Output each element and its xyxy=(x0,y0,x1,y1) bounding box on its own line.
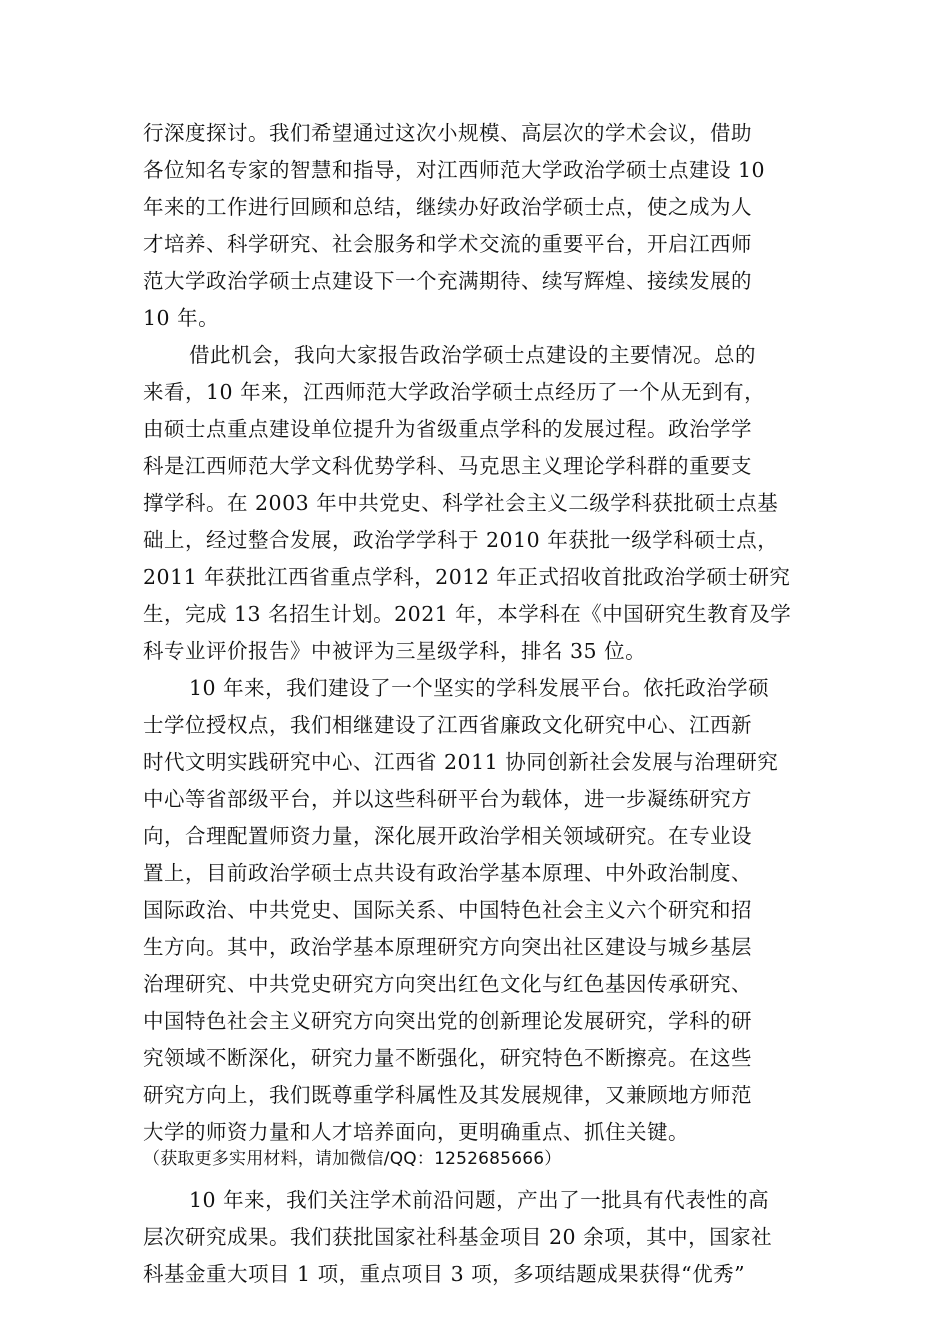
text-line: 中心等省部级平台，并以这些科研平台为载体，进一步凝练研究方 xyxy=(143,787,752,811)
text-line: 生，完成 13 名招生计划。2021 年，本学科在《中国研究生教育及学 xyxy=(143,602,792,626)
text-line: 国际政治、中共党史、国际关系、中国特色社会主义六个研究和招 xyxy=(143,898,752,922)
text-line: 生方向。其中，政治学基本原理研究方向突出社区建设与城乡基层 xyxy=(143,935,752,959)
text-line: 治理研究、中共党史研究方向突出红色文化与红色基因传承研究、 xyxy=(143,972,752,996)
text-line: 向，合理配置师资力量，深化展开政治学相关领域研究。在专业设 xyxy=(143,824,752,848)
text-line: 年来的工作进行回顾和总结，继续办好政治学硕士点，使之成为人 xyxy=(143,195,752,219)
text-line: 究领域不断深化，研究力量不断强化，研究特色不断擦亮。在这些 xyxy=(143,1046,752,1070)
text-line: 础上，经过整合发展，政治学学科于 2010 年获批一级学科硕士点， xyxy=(143,528,779,552)
paragraph-start: 10 年来，我们建设了一个坚实的学科发展平台。依托政治学硕 xyxy=(189,676,770,700)
contact-note: （获取更多实用材料，请加微信/QQ：1252685666） xyxy=(143,1149,562,1169)
text-line: 时代文明实践研究中心、江西省 2011 协同创新社会发展与治理研究 xyxy=(143,750,779,774)
text-line: 士学位授权点，我们相继建设了江西省廉政文化研究中心、江西新 xyxy=(143,713,752,737)
text-line: 2011 年获批江西省重点学科，2012 年正式招收首批政治学硕士研究 xyxy=(143,565,791,589)
text-line: 层次研究成果。我们获批国家社科基金项目 20 余项，其中，国家社 xyxy=(143,1225,773,1249)
text-line: 撑学科。在 2003 年中共党史、科学社会主义二级学科获批硕士点基 xyxy=(143,491,779,515)
text-line: 范大学政治学硕士点建设下一个充满期待、续写辉煌、接续发展的 xyxy=(143,269,752,293)
text-line: 科是江西师范大学文科优势学科、马克思主义理论学科群的重要支 xyxy=(143,454,752,478)
text-line: 才培养、科学研究、社会服务和学术交流的重要平台，开启江西师 xyxy=(143,232,752,256)
text-line: 来看，10 年来，江西师范大学政治学硕士点经历了一个从无到有， xyxy=(143,380,766,404)
paragraph-start: 借此机会，我向大家报告政治学硕士点建设的主要情况。总的 xyxy=(189,343,756,367)
text-line: 大学的师资力量和人才培养面向，更明确重点、抓住关键。 xyxy=(143,1120,689,1144)
text-line: 中国特色社会主义研究方向突出党的创新理论发展研究，学科的研 xyxy=(143,1009,752,1033)
paragraph-start: 10 年来，我们关注学术前沿问题，产出了一批具有代表性的高 xyxy=(189,1188,770,1212)
text-line: 由硕士点重点建设单位提升为省级重点学科的发展过程。政治学学 xyxy=(143,417,752,441)
text-line: 10 年。 xyxy=(143,306,220,330)
text-line: 科基金重大项目 1 项，重点项目 3 项，多项结题成果获得“优秀” xyxy=(143,1262,746,1286)
text-line: 科专业评价报告》中被评为三星级学科，排名 35 位。 xyxy=(143,639,647,663)
text-line: 研究方向上，我们既尊重学科属性及其发展规律，又兼顾地方师范 xyxy=(143,1083,752,1107)
text-line: 置上，目前政治学硕士点共设有政治学基本原理、中外政治制度、 xyxy=(143,861,752,885)
text-line: 各位知名专家的智慧和指导，对江西师范大学政治学硕士点建设 10 xyxy=(143,158,766,182)
text-line: 行深度探讨。我们希望通过这次小规模、高层次的学术会议，借助 xyxy=(143,121,752,145)
